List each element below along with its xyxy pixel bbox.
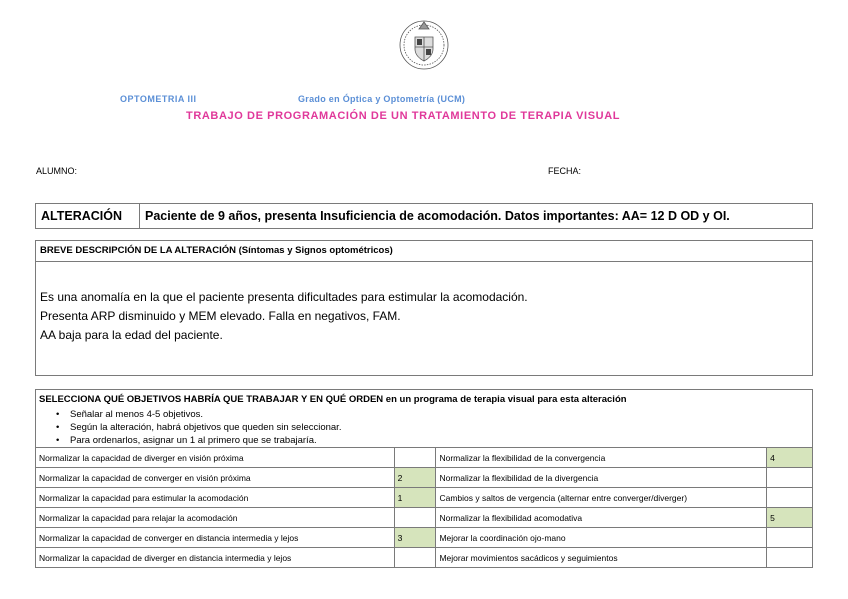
objective-cell: Normalizar la flexibilidad de la divergencia (436, 468, 767, 488)
instruction-item: • Según la alteración, habrá objetivos que queden sin seleccionar. (70, 421, 812, 434)
objective-cell: Normalizar la flexibilidad de la convergencia (436, 448, 767, 468)
course-name: OPTOMETRIA III (120, 94, 197, 104)
objectives-table (35, 447, 813, 568)
order-number-cell[interactable] (767, 548, 813, 568)
order-number-cell[interactable] (767, 468, 813, 488)
date-label: FECHA: (548, 166, 582, 176)
instruction-item: • Señalar al menos 4-5 objetivos. (70, 408, 812, 421)
order-number-cell[interactable] (767, 488, 813, 508)
order-number-cell[interactable] (767, 528, 813, 548)
order-number-cell[interactable]: 3 (394, 528, 436, 548)
order-number-cell[interactable]: 4 (767, 448, 813, 468)
objective-cell: Normalizar la flexibilidad acomodativa (436, 508, 767, 528)
order-number-cell[interactable] (394, 448, 436, 468)
objective-cell: Normalizar la capacidad de diverger en distancia intermedia y lejos (36, 548, 395, 568)
order-number-cell[interactable] (394, 508, 436, 528)
objective-cell: Normalizar la capacidad de converger en distancia intermedia y lejos (36, 528, 395, 548)
objective-cell: Mejorar la coordinación ojo-mano (436, 528, 767, 548)
alteration-value: Paciente de 9 años, presenta Insuficiencia de acomodación. Datos importantes: AA= 12 D OD y OI. (145, 209, 730, 223)
description-body (36, 262, 812, 345)
table-row (36, 548, 813, 568)
student-label: ALUMNO: (36, 166, 78, 176)
objective-cell: Normalizar la capacidad de converger en visión próxima (36, 468, 395, 488)
order-number-cell[interactable] (394, 548, 436, 568)
table-row (36, 528, 813, 548)
degree-name: Grado en Óptica y Optometría (UCM) (298, 94, 466, 104)
description-box (35, 240, 813, 376)
instructions-list (36, 408, 812, 447)
description-heading: BREVE DESCRIPCIÓN DE LA ALTERACIÓN (Síntomas y Signos optométricos) (36, 241, 812, 262)
description-line: Presenta ARP disminuido y MEM elevado. Falla en negativos, FAM. (40, 309, 401, 323)
table-row (36, 508, 813, 528)
order-number-cell[interactable]: 2 (394, 468, 436, 488)
table-row (36, 488, 813, 508)
description-line: AA baja para la edad del paciente. (40, 328, 223, 342)
table-row (36, 468, 813, 488)
document-title: TRABAJO DE PROGRAMACIÓN DE UN TRATAMIENTO DE TERAPIA VISUAL (186, 110, 621, 122)
objective-cell: Normalizar la capacidad para relajar la acomodación (36, 508, 395, 528)
table-row (36, 448, 813, 468)
objective-cell: Normalizar la capacidad para estimular la acomodación (36, 488, 395, 508)
instruction-item: • Para ordenarlos, asignar un 1 al primero que se trabajaría. (70, 434, 812, 447)
objectives-box (35, 389, 813, 568)
order-number-cell[interactable]: 1 (394, 488, 436, 508)
alteration-label: ALTERACIÓN (36, 204, 140, 228)
alteration-box (35, 203, 813, 229)
university-crest-logo (395, 15, 453, 73)
order-number-cell[interactable]: 5 (767, 508, 813, 528)
objectives-heading: SELECCIONA QUÉ OBJETIVOS HABRÍA QUE TRABAJAR Y EN QUÉ ORDEN en un programa de terapia visual para esta alteración (39, 394, 627, 405)
objective-cell: Cambios y saltos de vergencia (alternar entre converger/diverger) (436, 488, 767, 508)
objective-cell: Mejorar movimientos sacádicos y seguimientos (436, 548, 767, 568)
objective-cell: Normalizar la capacidad de diverger en visión próxima (36, 448, 395, 468)
description-line: Es una anomalía en la que el paciente presenta dificultades para estimular la acomodación. (40, 290, 528, 304)
